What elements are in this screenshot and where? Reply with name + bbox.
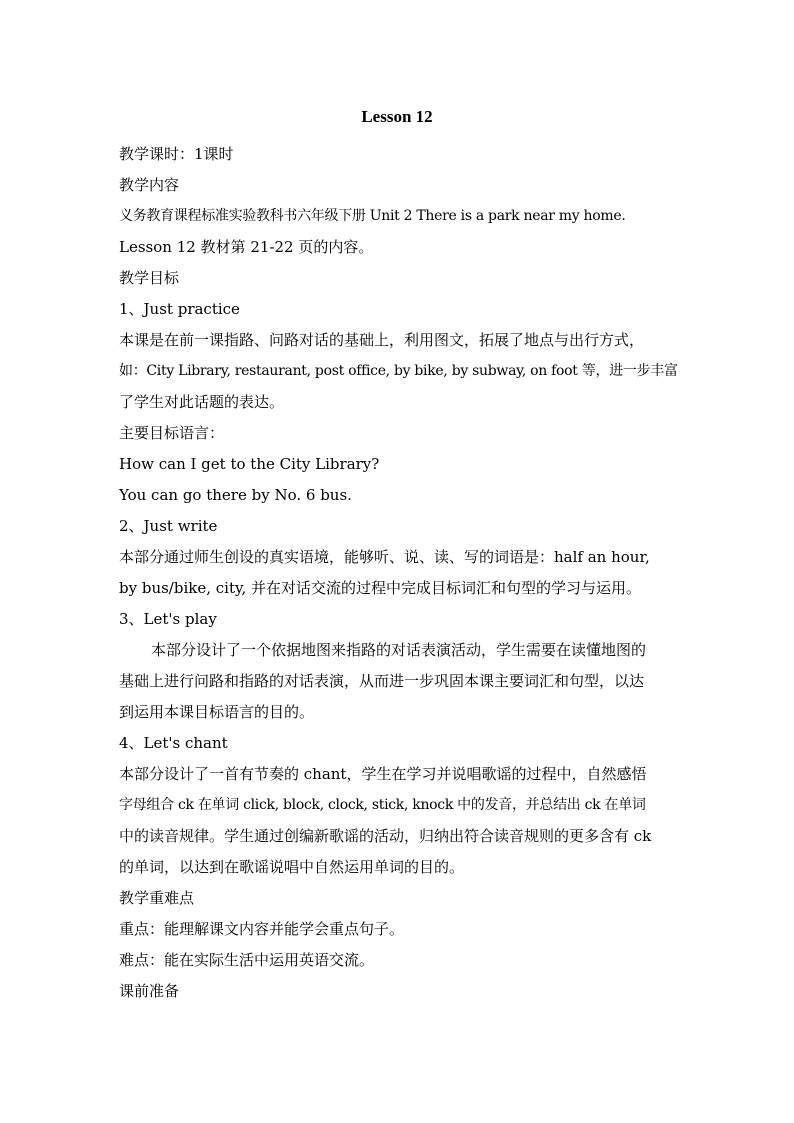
subsection-heading: 3、Let's play bbox=[119, 610, 217, 628]
lesson-hours: 教学课时：1课时 bbox=[119, 145, 234, 163]
paragraph-line: 如：City Library, restaurant, post office, by bike, by subway, on foot 等，进一步丰富 bbox=[119, 363, 678, 379]
paragraph-line: 中的读音规律。学生通过创编新歌谣的活动，归纳出符合读音规则的更多含有 ck bbox=[119, 827, 652, 845]
paragraph-line: 本部分设计了一首有节奏的 chant，学生在学习并说唱歌谣的过程中，自然感悟 bbox=[119, 765, 647, 783]
content-text: 义务教育课程标准实验教科书六年级下册 Unit 2 There is a park near my home. bbox=[119, 208, 626, 224]
content-text: Lesson 12 教材第 21-22 页的内容。 bbox=[119, 238, 374, 256]
key-point-text: 重点：能理解课文内容并能学会重点句子。 bbox=[119, 920, 405, 938]
subsection-heading: 4、Let's chant bbox=[119, 734, 228, 752]
example-sentence: How can I get to the City Library? bbox=[119, 455, 380, 473]
document-title: Lesson 12 bbox=[361, 107, 433, 126]
subsection-heading: 2、Just write bbox=[119, 517, 218, 535]
document-body bbox=[119, 142, 679, 1010]
paragraph-line: 的单词，以达到在歌谣说唱中自然运用单词的目的。 bbox=[119, 858, 465, 876]
paragraph-line: 本部分通过师生创设的真实语境，能够听、说、读、写的词语是：half an hour, bbox=[119, 548, 650, 566]
paragraph-line: 到运用本课目标语言的目的。 bbox=[119, 703, 315, 721]
example-sentence: You can go there by No. 6 bus. bbox=[119, 486, 352, 504]
paragraph-line: 了学生对此话题的表达。 bbox=[119, 393, 285, 411]
paragraph-line: 字母组合 ck 在单词 click, block, clock, stick, knock 中的发音，并总结出 ck 在单词 bbox=[119, 797, 646, 813]
paragraph-line: 本部分设计了一个依据地图来指路的对话表演活动，学生需要在读懂地图的 bbox=[151, 641, 647, 659]
section-heading-content: 教学内容 bbox=[119, 176, 180, 194]
paragraph-line: 基础上进行问路和指路的对话表演，从而进一步巩固本课主要词汇和句型，以达 bbox=[119, 672, 645, 690]
subsection-heading: 1、Just practice bbox=[119, 300, 240, 318]
target-language-heading: 主要目标语言： bbox=[119, 424, 225, 442]
section-heading-key-points: 教学重难点 bbox=[119, 889, 195, 907]
difficulty-text: 难点：能在实际生活中运用英语交流。 bbox=[119, 951, 375, 969]
paragraph-line: by bus/bike, city, 并在对话交流的过程中完成目标词汇和句型的学习与运用。 bbox=[119, 579, 642, 597]
section-heading-objectives: 教学目标 bbox=[119, 269, 180, 287]
section-heading-preparation: 课前准备 bbox=[119, 982, 180, 1000]
paragraph-line: 本课是在前一课指路、问路对话的基础上，利用图文，拓展了地点与出行方式， bbox=[119, 331, 645, 349]
